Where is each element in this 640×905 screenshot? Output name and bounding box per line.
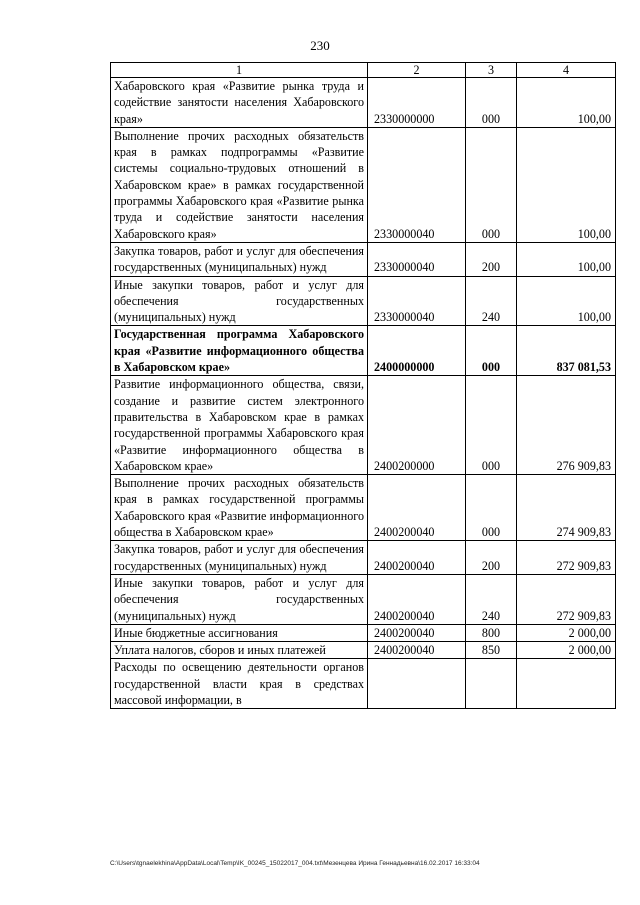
table-row [111, 475, 616, 541]
table-row [111, 541, 616, 575]
budget-table [110, 62, 616, 709]
header-col-2: 2 [368, 63, 466, 78]
row-description: Развитие информационного общества, связи, создание и развитие систем электронного правительства в Хабаровском крае в рамках государственной программы Хабаровского края «Развитие информационного общества в Хабаровском крае» [111, 376, 368, 475]
row-amount: 100,00 [517, 127, 616, 242]
row-target-code: 2400000000 [368, 326, 466, 376]
row-amount: 2 000,00 [517, 642, 616, 659]
row-expense-type: 200 [466, 242, 517, 276]
row-expense-type: 200 [466, 541, 517, 575]
row-expense-type: 000 [466, 127, 517, 242]
table-row [111, 127, 616, 242]
row-description: Государственная программа Хабаровского края «Развитие информационного общества в Хабаровском крае» [111, 326, 368, 376]
row-amount: 272 909,83 [517, 541, 616, 575]
row-amount: 272 909,83 [517, 574, 616, 624]
row-amount: 274 909,83 [517, 475, 616, 541]
table-row [111, 276, 616, 326]
row-description: Выполнение прочих расходных обязательств края в рамках подпрограммы «Развитие системы социально-трудовых отношений в Хабаровском крае» в рамках государственной программы Хабаровского края «Развитие рынка труда и содействие занятости населения Хабаровского края» [111, 127, 368, 242]
row-expense-type: 240 [466, 574, 517, 624]
row-target-code: 2400200040 [368, 574, 466, 624]
row-target-code: 2400200040 [368, 541, 466, 575]
row-amount: 276 909,83 [517, 376, 616, 475]
row-amount: 837 081,53 [517, 326, 616, 376]
row-description: Иные бюджетные ассигнования [111, 624, 368, 641]
table-row [111, 242, 616, 276]
file-path-footer: C:\Users\tgnaelekhina\AppData\Local\Temp\IK_00245_15022017_004.txt\Мезенцева Ирина Геннадьевна\16.02.2017 16:33:04 [110, 860, 480, 867]
row-target-code: 2400200040 [368, 642, 466, 659]
header-col-3: 3 [466, 63, 517, 78]
row-target-code [368, 659, 466, 709]
row-target-code: 2400200040 [368, 624, 466, 641]
table-row [111, 659, 616, 709]
row-target-code: 2330000000 [368, 78, 466, 128]
table-row [111, 642, 616, 659]
row-amount: 100,00 [517, 78, 616, 128]
row-expense-type: 000 [466, 326, 517, 376]
row-amount [517, 659, 616, 709]
row-expense-type: 240 [466, 276, 517, 326]
page-number: 230 [310, 38, 330, 53]
row-target-code: 2330000040 [368, 242, 466, 276]
row-description: Закупка товаров, работ и услуг для обеспечения государственных (муниципальных) нужд [111, 541, 368, 575]
row-target-code: 2330000040 [368, 276, 466, 326]
table-row [111, 376, 616, 475]
row-description: Иные закупки товаров, работ и услуг для обеспечения государственных (муниципальных) нужд [111, 276, 368, 326]
row-target-code: 2400200000 [368, 376, 466, 475]
row-description: Хабаровского края «Развитие рынка труда и содействие занятости населения Хабаровского края» [111, 78, 368, 128]
table-header-row [111, 63, 616, 78]
row-description: Закупка товаров, работ и услуг для обеспечения государственных (муниципальных) нужд [111, 242, 368, 276]
table-row [111, 78, 616, 128]
row-amount: 100,00 [517, 242, 616, 276]
header-col-1: 1 [111, 63, 368, 78]
row-expense-type: 850 [466, 642, 517, 659]
row-amount: 2 000,00 [517, 624, 616, 641]
row-description: Расходы по освещению деятельности органов государственной власти края в средствах массовой информации, в [111, 659, 368, 709]
row-description: Уплата налогов, сборов и иных платежей [111, 642, 368, 659]
row-target-code: 2330000040 [368, 127, 466, 242]
row-expense-type: 000 [466, 78, 517, 128]
header-col-4: 4 [517, 63, 616, 78]
table-row [111, 326, 616, 376]
row-expense-type: 800 [466, 624, 517, 641]
row-expense-type: 000 [466, 376, 517, 475]
row-description: Выполнение прочих расходных обязательств края в рамках государственной программы Хабаровского края «Развитие информационного общества в Хабаровском крае» [111, 475, 368, 541]
row-expense-type [466, 659, 517, 709]
table-row [111, 624, 616, 641]
table-row [111, 574, 616, 624]
table-body [111, 78, 616, 709]
row-description: Иные закупки товаров, работ и услуг для обеспечения государственных (муниципальных) нужд [111, 574, 368, 624]
row-target-code: 2400200040 [368, 475, 466, 541]
row-amount: 100,00 [517, 276, 616, 326]
row-expense-type: 000 [466, 475, 517, 541]
